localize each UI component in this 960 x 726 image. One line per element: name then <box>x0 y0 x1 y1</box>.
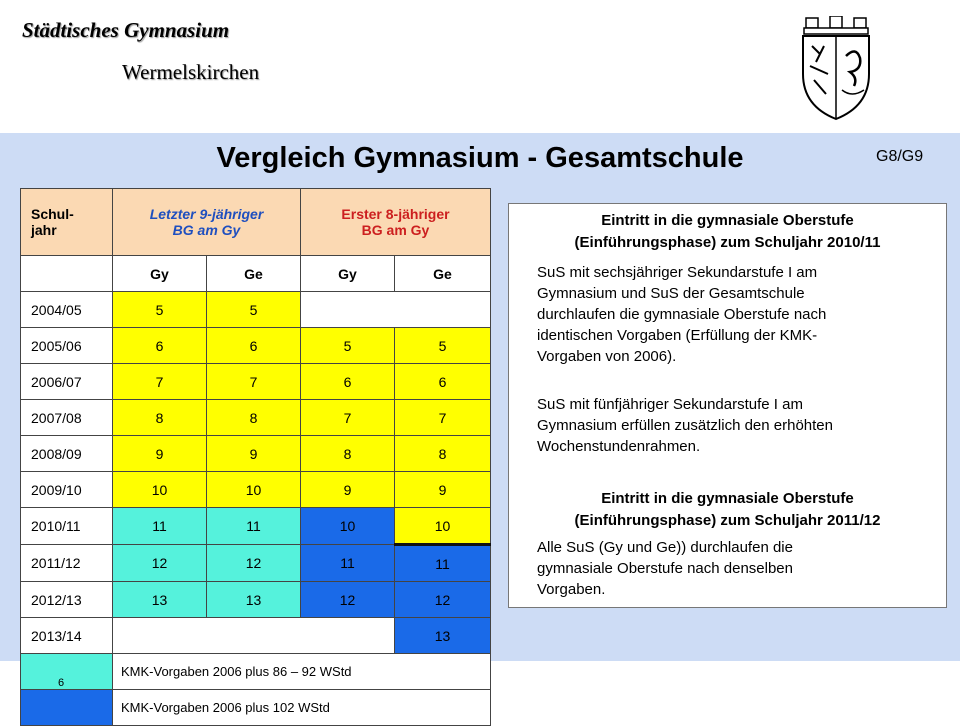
subheader-ge-1: Ge <box>207 256 301 292</box>
value-cell: 10 <box>301 508 395 545</box>
table-row <box>21 364 491 400</box>
info-para3-line: Alle SuS (Gy und Ge)) durchlaufen die <box>537 539 793 556</box>
table-row <box>21 292 491 328</box>
empty-cell <box>113 618 395 654</box>
comparison-table <box>20 188 491 726</box>
info-para1-line: Vorgaben von 2006). <box>537 348 677 365</box>
subheader-empty <box>21 256 113 292</box>
info-para1-line: Gymnasium und SuS der Gesamtschule <box>537 285 805 302</box>
value-cell: 7 <box>207 364 301 400</box>
year-cell: 2010/11 <box>21 508 113 545</box>
legend-swatch-blue <box>21 690 113 726</box>
year-cell: 2011/12 <box>21 545 113 582</box>
info-para1-line: identischen Vorgaben (Erfüllung der KMK- <box>537 327 818 344</box>
value-cell: 11 <box>395 545 491 582</box>
info-para2-line: Gymnasium erfüllen zusätzlich den erhöhten <box>537 417 833 434</box>
g8-g9-tag: G8/G9 <box>876 148 924 165</box>
value-cell: 9 <box>113 436 207 472</box>
info-box <box>508 203 947 608</box>
value-cell: 12 <box>113 545 207 582</box>
value-cell: 11 <box>301 545 395 582</box>
value-cell: 11 <box>113 508 207 545</box>
value-cell: 5 <box>207 292 301 328</box>
info-para3-line: gymnasiale Oberstufe nach denselben <box>537 560 793 577</box>
info-heading-2010-line1: Eintritt in die gymnasiale Oberstufe <box>601 212 854 229</box>
value-cell: 7 <box>113 364 207 400</box>
school-name: Städtisches Gymnasium <box>22 18 230 42</box>
value-cell: 8 <box>207 400 301 436</box>
value-cell: 9 <box>207 436 301 472</box>
table-row <box>21 582 491 618</box>
coat-of-arms-icon <box>800 16 872 121</box>
value-cell: 12 <box>301 582 395 618</box>
header-first-8-year: Erster 8-jähriger BG am Gy <box>301 189 491 256</box>
table-row <box>21 472 491 508</box>
year-cell: 2007/08 <box>21 400 113 436</box>
value-cell: 13 <box>395 618 491 654</box>
subheader-ge-2: Ge <box>395 256 491 292</box>
year-cell: 2008/09 <box>21 436 113 472</box>
value-cell: 10 <box>207 472 301 508</box>
legend-text-cyan: KMK-Vorgaben 2006 plus 86 – 92 WStd <box>113 654 491 690</box>
value-cell: 8 <box>301 436 395 472</box>
header-school-year: Schul- jahr <box>21 189 113 256</box>
year-cell: 2004/05 <box>21 292 113 328</box>
year-cell: 2006/07 <box>21 364 113 400</box>
info-para3-line: Vorgaben. <box>537 581 606 598</box>
value-cell: 12 <box>395 582 491 618</box>
header-last-9-year: Letzter 9-jähriger BG am Gy <box>113 189 301 256</box>
table-row <box>21 508 491 545</box>
table-row <box>21 400 491 436</box>
value-cell: 6 <box>113 328 207 364</box>
subheader-gy-2: Gy <box>301 256 395 292</box>
city-name: Wermelskirchen <box>122 60 260 84</box>
value-cell: 5 <box>113 292 207 328</box>
year-cell: 2012/13 <box>21 582 113 618</box>
table-row <box>21 545 491 582</box>
legend-text-blue: KMK-Vorgaben 2006 plus 102 WStd <box>113 690 491 726</box>
year-cell: 2009/10 <box>21 472 113 508</box>
year-cell: 2005/06 <box>21 328 113 364</box>
legend-swatch-cyan <box>21 654 113 690</box>
info-heading-2010-line2: (Einführungsphase) zum Schuljahr 2010/11 <box>574 234 881 251</box>
value-cell: 6 <box>207 328 301 364</box>
year-cell: 2013/14 <box>21 618 113 654</box>
page-number: 6 <box>58 677 65 689</box>
legend-row-blue <box>21 690 491 726</box>
value-cell: 7 <box>301 400 395 436</box>
value-cell: 13 <box>113 582 207 618</box>
info-heading-2011-line2: (Einführungsphase) zum Schuljahr 2011/12 <box>574 512 881 529</box>
value-cell: 10 <box>113 472 207 508</box>
value-cell: 8 <box>395 436 491 472</box>
value-cell: 5 <box>301 328 395 364</box>
value-cell: 7 <box>395 400 491 436</box>
value-cell: 9 <box>301 472 395 508</box>
value-cell: 5 <box>395 328 491 364</box>
value-cell: 8 <box>113 400 207 436</box>
info-para2-line: SuS mit fünfjähriger Sekundarstufe I am <box>537 396 803 413</box>
value-cell: 9 <box>395 472 491 508</box>
info-heading-2011-line1: Eintritt in die gymnasiale Oberstufe <box>601 490 854 507</box>
value-cell: 6 <box>395 364 491 400</box>
legend-row-cyan <box>21 654 491 690</box>
slide-title: Vergleich Gymnasium - Gesamtschule <box>216 142 744 174</box>
value-cell: 11 <box>207 508 301 545</box>
info-para1-line: durchlaufen die gymnasiale Oberstufe nach <box>537 306 827 323</box>
value-cell: 6 <box>301 364 395 400</box>
table-row <box>21 328 491 364</box>
table-row <box>21 618 491 654</box>
empty-cell <box>301 292 491 328</box>
subheader-gy-1: Gy <box>113 256 207 292</box>
value-cell: 10 <box>395 508 491 545</box>
info-para2-line: Wochenstundenrahmen. <box>537 438 701 455</box>
info-para1-line: SuS mit sechsjähriger Sekundarstufe I am <box>537 264 818 281</box>
value-cell: 13 <box>207 582 301 618</box>
table-row <box>21 436 491 472</box>
value-cell: 12 <box>207 545 301 582</box>
